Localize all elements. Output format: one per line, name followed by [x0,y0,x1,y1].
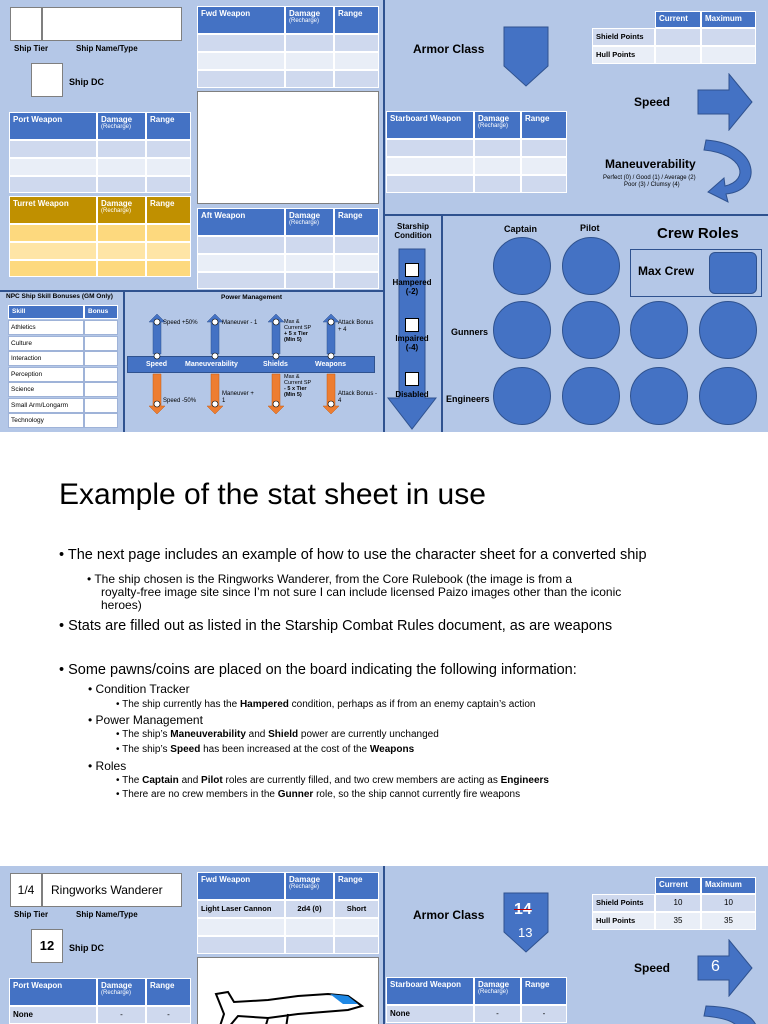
skill-bonus-cell[interactable] [84,336,118,351]
starboard-cell[interactable] [521,139,567,157]
aft-weapon-header: Aft Weapon [197,208,285,236]
starboard-cell[interactable] [521,157,567,175]
starboard-cell[interactable] [386,139,474,157]
port-cell[interactable] [9,140,97,158]
gunner-slot[interactable] [630,301,688,359]
bullet-1: • The next page includes an example of how to use the character sheet for a converted ship [59,547,647,563]
turret-cell[interactable] [97,224,146,242]
engineer-slot[interactable] [562,367,620,425]
roles-detail-1: • The Captain and Pilot roles are currently filled, and two crew members are acting as Engineers [116,775,549,786]
starboard-damage-header: Damage (Recharge) [474,111,521,139]
fwd-range-value[interactable]: Short [334,900,379,918]
starboard-range-value[interactable]: - [521,1005,567,1023]
disabled-label: Disabled [395,390,429,399]
hampered-label: Hampered (-2) [392,278,432,296]
points-maximum-header: Maximum [701,877,756,894]
turret-cell[interactable] [146,242,191,260]
bonus-header: Bonus [84,305,118,319]
ship-dc-label: Ship DC [69,943,104,953]
speed-label: Speed [634,95,671,109]
ship-dc-value[interactable]: 12 [31,929,63,963]
speed-value: 6 [711,958,720,975]
port-weapon-value[interactable]: None [9,1006,97,1024]
hull-points-label: Hull Points [592,912,655,930]
aft-cell[interactable] [334,254,379,272]
hampered-checkbox[interactable] [405,263,419,277]
aft-cell[interactable] [197,236,285,254]
port-weapon-header: Port Weapon [9,978,97,1006]
fwd-cell[interactable] [285,918,334,936]
port-weapon-header: Port Weapon [9,112,97,140]
blank-stat-sheet [0,0,768,432]
port-damage-header: Damage (Recharge) [97,112,146,140]
armor-class-value: 13 [518,925,533,940]
disabled-checkbox[interactable] [405,372,419,386]
gunner-slot[interactable] [562,301,620,359]
crew-roles-title: Crew Roles [657,225,739,242]
port-damage-header: Damage (Recharge) [97,978,146,1006]
turret-cell[interactable] [146,224,191,242]
fwd-cell[interactable] [197,936,285,954]
fwd-cell[interactable] [334,918,379,936]
bullet-1a: • The ship chosen is the Ringworks Wanderer, from the Core Rulebook (the image is from a [87,572,573,586]
points-blank-header [592,11,655,28]
engineer-slot[interactable] [699,367,757,425]
pilot-slot[interactable] [562,237,620,295]
shield-maximum-cell[interactable] [701,28,756,46]
gunner-slot[interactable] [699,301,757,359]
filled-stat-sheet [0,866,768,1024]
condition-tracker-detail: • The ship currently has the Hampered condition, perhaps as if from an enemy captain’s action [116,699,536,710]
bullet-3: • Some pawns/coins are placed on the board indicating the following information: [59,662,577,678]
pm-speed-up: Speed +50% [163,320,198,326]
divider [383,866,385,1024]
points-blank-header [592,877,655,894]
power-management-item: • Power Management [88,713,203,727]
max-crew-label: Max Crew [638,264,695,278]
pm-maneuver-up: Maneuver - 1 [222,320,258,326]
pm-weapons-up: Attack Bonus + 4 [338,320,374,333]
shield-current-value[interactable]: 10 [655,894,701,912]
shield-maximum-value[interactable]: 10 [701,894,756,912]
fwd-weapon-header: Fwd Weapon [197,872,285,900]
turret-cell[interactable] [97,242,146,260]
shield-points-label: Shield Points [592,28,655,46]
max-crew-value-box[interactable] [709,252,757,294]
fwd-damage-header: Damage (Recharge) [285,872,334,900]
port-cell[interactable] [9,158,97,176]
port-cell[interactable] [146,140,191,158]
aft-range-header: Range [334,208,379,236]
fwd-range-header: Range [334,6,379,34]
divider [441,216,443,432]
hull-maximum-value[interactable]: 35 [701,912,756,930]
fwd-weapon-header: Fwd Weapon [197,6,285,34]
shield-points-label: Shield Points [592,894,655,912]
ship-tier-label: Ship Tier [14,910,49,919]
armor-class-label: Armor Class [413,908,485,922]
port-range-value[interactable]: - [146,1006,191,1024]
maneuver-curve-arrow-icon [700,1002,756,1024]
pm-speed-down: Speed -50% [163,398,197,404]
divider [123,292,125,432]
gunners-label: Gunners [451,327,489,337]
skill-header: Skill [8,305,84,319]
starboard-weapon-value[interactable]: None [386,1005,474,1023]
starboard-cell[interactable] [386,175,474,193]
port-cell[interactable] [146,176,191,193]
pm-shields-down: Max & Current SP - 5 x Tier (Min 5) [284,374,312,398]
starboard-damage-value[interactable]: - [474,1005,521,1023]
engineers-label: Engineers [446,394,490,404]
aft-cell[interactable] [197,272,285,289]
speed-arrow-icon [697,939,753,997]
ship-dc-box[interactable] [31,63,63,97]
power-management-title: Power Management [221,294,283,301]
fwd-cell[interactable] [285,34,334,52]
starboard-weapon-header: Starboard Weapon [386,977,474,1005]
bullet-1a-line-3: heroes) [101,598,142,612]
fwd-cell[interactable] [285,52,334,70]
starboard-damage-header: Damage (Recharge) [474,977,521,1005]
ship-name-label: Ship Name/Type [76,910,138,919]
skill-bonus-cell[interactable] [84,382,118,397]
pm-speed-label: Speed [146,361,168,368]
ship-drawing-icon [198,958,379,1024]
pm-maneuver-label: Maneuverability [185,361,238,368]
pm-maneuver-down: Maneuver + 1 [222,391,254,404]
roles-item: • Roles [88,759,127,773]
port-range-header: Range [146,112,191,140]
skill-bonus-cell[interactable] [84,320,118,335]
aft-cell[interactable] [334,272,379,289]
port-damage-value[interactable]: - [97,1006,146,1024]
skill-name: Technology [8,413,84,428]
aft-cell[interactable] [197,254,285,272]
turret-range-header: Range [146,196,191,224]
skill-name: Athletics [8,320,84,335]
pm-shields-up: Max & Current SP + 5 x Tier (Min 5) [284,319,312,343]
speed-label: Speed [634,961,671,975]
skill-bonus-cell[interactable] [84,351,118,366]
starboard-cell[interactable] [386,157,474,175]
maneuverability-label: Maneuverability [605,157,696,171]
skill-bonus-cell[interactable] [84,398,118,413]
port-cell[interactable] [97,176,146,193]
turret-cell[interactable] [9,224,97,242]
fwd-cell[interactable] [197,918,285,936]
port-cell[interactable] [97,140,146,158]
impaired-checkbox[interactable] [405,318,419,332]
starboard-cell[interactable] [521,175,567,193]
points-current-header: Current [655,11,701,28]
fwd-cell[interactable] [197,34,285,52]
fwd-cell[interactable] [197,70,285,88]
fwd-weapon-value[interactable]: Light Laser Cannon [197,900,285,918]
ship-image-box [197,91,379,204]
ship-tier-value[interactable]: 1/4 [10,873,42,907]
port-cell[interactable] [9,176,97,193]
starboard-weapon-header: Starboard Weapon [386,111,474,139]
divider [0,290,383,292]
fwd-cell[interactable] [285,936,334,954]
ship-image [197,957,379,1024]
pm-weapons-down: Attack Bonus - 4 [338,391,378,404]
captain-slot[interactable] [493,237,551,295]
starboard-range-header: Range [521,111,567,139]
fwd-cell[interactable] [334,34,379,52]
ship-dc-label: Ship DC [69,77,104,87]
starboard-cell[interactable] [474,139,521,157]
turret-damage-header: Damage (Recharge) [97,196,146,224]
armor-class-label: Armor Class [413,42,485,56]
hull-maximum-cell[interactable] [701,46,756,64]
engineer-slot[interactable] [630,367,688,425]
skill-name: Small Arm/Longarm [8,398,84,413]
hull-points-label: Hull Points [592,46,655,64]
port-cell[interactable] [146,158,191,176]
aft-cell[interactable] [285,236,334,254]
armor-shield-icon [503,26,549,88]
starboard-cell[interactable] [474,175,521,193]
starboard-range-header: Range [521,977,567,1005]
port-range-header: Range [146,978,191,1006]
fwd-cell[interactable] [334,936,379,954]
fwd-damage-header: Damage (Recharge) [285,6,334,34]
hull-current-value[interactable]: 35 [655,912,701,930]
ship-name-label: Ship Name/Type [76,44,138,53]
turret-cell[interactable] [9,242,97,260]
aft-cell[interactable] [334,236,379,254]
condition-tracker-item: • Condition Tracker [88,682,190,696]
power-management-detail-2: • The ship’s Speed has been increased at the cost of the Weapons [116,744,415,755]
skill-bonus-cell[interactable] [84,413,118,428]
maneuver-scale-2: Poor (3) / Clumsy (4) [624,182,680,188]
turret-cell[interactable] [97,260,146,277]
speed-arrow-icon [697,73,753,131]
skill-name: Culture [8,336,84,351]
fwd-cell[interactable] [334,52,379,70]
fwd-cell[interactable] [285,70,334,88]
points-maximum-header: Maximum [701,11,756,28]
aft-damage-header: Damage (Recharge) [285,208,334,236]
starship-condition-label: Starship Condition [394,222,432,240]
pm-shields-label: Shields [263,361,288,368]
gunner-slot[interactable] [493,301,551,359]
pilot-label: Pilot [580,223,600,233]
engineer-slot[interactable] [493,367,551,425]
ship-name-value[interactable]: Ringworks Wanderer [42,873,182,907]
ship-name-box[interactable] [42,7,182,41]
pm-weapons-label: Weapons [315,361,346,368]
turret-cell[interactable] [9,260,97,277]
ship-tier-box[interactable] [10,7,42,41]
turret-weapon-header: Turret Weapon [9,196,97,224]
maneuver-curve-arrow-icon [700,136,756,208]
aft-cell[interactable] [285,254,334,272]
skill-name: Science [8,382,84,397]
skill-bonus-cell[interactable] [84,367,118,382]
fwd-damage-value[interactable]: 2d4 (0) [285,900,334,918]
armor-class-old-value: 14 [514,901,532,918]
fwd-cell[interactable] [197,52,285,70]
hull-current-cell[interactable] [655,46,701,64]
points-current-header: Current [655,877,701,894]
ship-tier-label: Ship Tier [14,44,49,53]
starboard-cell[interactable] [474,157,521,175]
npc-skills-title: NPC Ship Skill Bonuses (GM Only) [6,293,113,300]
shield-current-cell[interactable] [655,28,701,46]
divider [383,0,385,432]
aft-cell[interactable] [285,272,334,289]
bullet-1a-line-2: royalty-free image site since I’m not sure I can include licensed Paizo images other than the iconic [101,585,622,599]
port-cell[interactable] [97,158,146,176]
skill-name: Perception [8,367,84,382]
impaired-label: Impaired (-4) [395,334,429,352]
skill-name: Interaction [8,351,84,366]
fwd-range-header: Range [334,872,379,900]
page-title: Example of the stat sheet in use [59,478,486,511]
fwd-cell[interactable] [334,70,379,88]
captain-label: Captain [504,224,538,234]
roles-detail-2: • There are no crew members in the Gunner role, so the ship cannot currently fire weapons [116,789,521,800]
power-management-detail-1: • The ship’s Maneuverability and Shield power are currently unchanged [116,729,439,740]
bullet-2: • Stats are filled out as listed in the Starship Combat Rules document, as are weapons [59,618,613,634]
maneuver-scale-1: Perfect (0) / Good (1) / Average (2) [603,175,696,181]
turret-cell[interactable] [146,260,191,277]
